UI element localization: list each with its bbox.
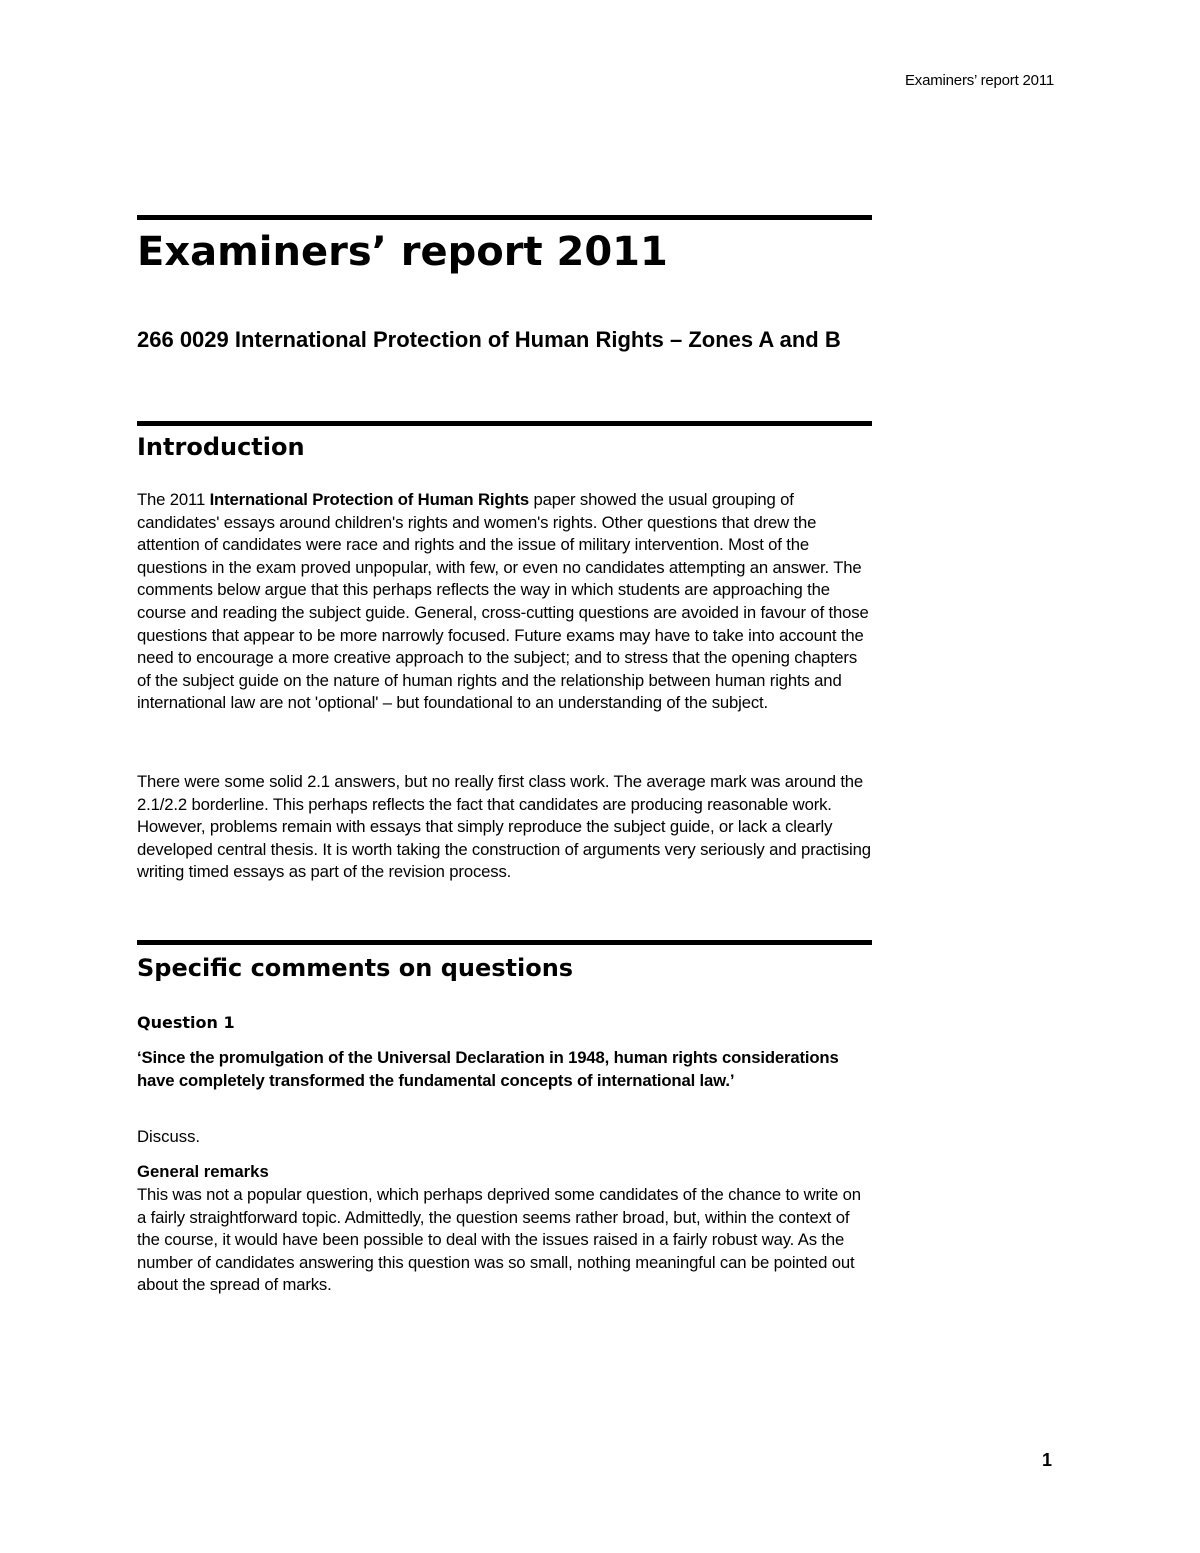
introduction-paragraph-1-rest: paper showed the usual grouping of candidates' essays around children's rights and women's rights. Other questions that drew the attention of candidates were race and rights and the issue of military intervention. Most of the questions in the exam proved unpopular, with few, or even no candidates attempting an answer. The comments below argue that this perhaps reflects the way in which students are approaching the course and reading the subject guide. General, cross-cutting questions are avoided in favour of those questions that appear to be more narrowly focused. Future exams may have to take into account the need to encourage a more creative approach to the subject; and to stress that the opening chapters of the subject guide on the nature of human rights and the relationship between human rights and international law are not 'optional' – but foundational to an understanding of the subject.	[137, 490, 869, 713]
question-1-quote: ‘Since the promulgation of the Universal Declaration in 1948, human rights considerations have completely transformed the fundamental concepts of international law.’	[137, 1048, 839, 1090]
paper-name: International Protection of Human Rights	[209, 490, 529, 509]
introduction-paragraph-2: There were some solid 2.1 answers, but no really first class work. The average mark was around the 2.1/2.2 borderline. This perhaps reflects the fact that candidates are producing reasonable work. However, problems remain with essays that simply reproduce the subject guide, or lack a clearly developed central thesis. It is worth taking the construction of arguments very seriously and practising writing timed essays as part of the revision process.	[137, 772, 871, 882]
introduction-paragraph-1	[137, 489, 872, 715]
introduction-paragraph-1-lead: The 2011	[137, 490, 210, 509]
page-number: 1	[1041, 1450, 1052, 1470]
question-1-instruction: Discuss.	[137, 1127, 201, 1146]
introduction-top-rule	[137, 421, 872, 426]
specific-comments-heading: Specific comments on questions	[137, 954, 574, 982]
general-remarks-text: This was not a popular question, which perhaps deprived some candidates of the chance to write on a fairly straightforward topic. Admittedly, the question seems rather broad, but, within the context of the course, it would have been possible to deal with the issues raised in a fairly robust way. As the number of candidates answering this question was so small, nothing meaningful can be pointed out about the spread of marks.	[137, 1185, 861, 1295]
course-title: 266 0029 International Protection of Human Rights – Zones A and B	[137, 327, 841, 352]
title-top-rule	[137, 215, 872, 220]
running-header: Examiners’ report 2011	[904, 72, 1054, 89]
introduction-heading: Introduction	[137, 433, 305, 461]
general-remarks-heading: General remarks	[137, 1162, 269, 1181]
specific-comments-top-rule	[137, 940, 872, 945]
question-1-label: Question 1	[137, 1013, 235, 1032]
report-title: Examiners’ report 2011	[137, 229, 668, 275]
